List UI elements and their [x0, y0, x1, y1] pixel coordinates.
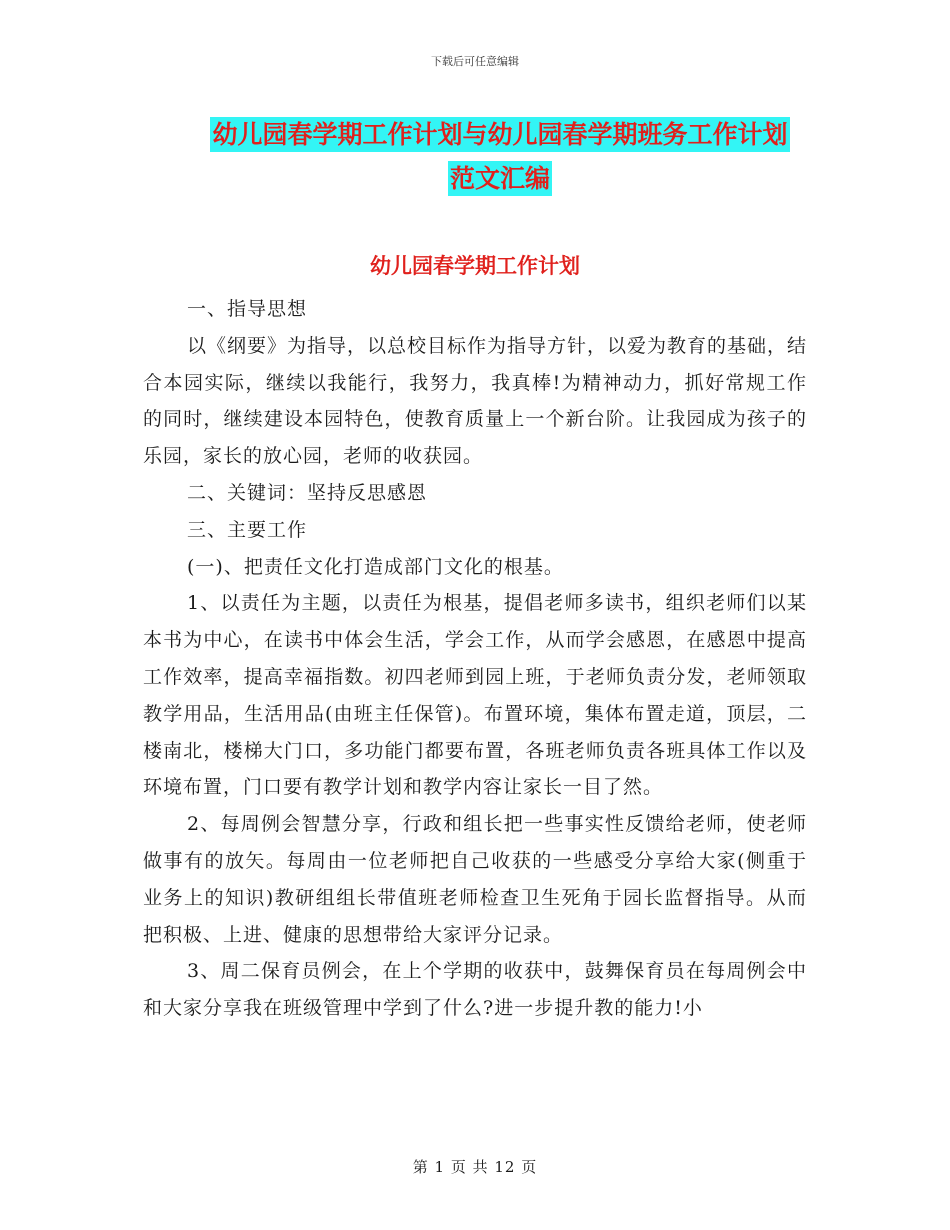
document-title-text-1: 幼儿园春学期工作计划与幼儿园春学期班务工作计划: [210, 117, 789, 152]
document-title-line-2: [190, 159, 810, 195]
section-heading: 幼儿园春学期工作计划: [370, 254, 580, 278]
paragraph-item-2: 2、每周例会智慧分享，行政和组长把一些事实性反馈给老师，使老师做事有的放矢。每周由一位老师把自己收获的一些感受分享给大家(侧重于业务上的知识)教研组组长带值班老师检查卫生死角于园长监督指导。从而把积极、上进、健康的思想带给大家评分记录。: [143, 813, 807, 946]
page-number-footer: 第 1 页 共 12 页: [412, 1158, 538, 1176]
heading-main-work: 三、主要工作: [187, 518, 308, 541]
document-title-text-2: 范文汇编: [448, 161, 552, 196]
document-body: [143, 291, 807, 1027]
paragraph-item-3: 3、周二保育员例会，在上个学期的收获中，鼓舞保育员在每周例会中和大家分享我在班级管理中学到了什么?进一步提升教的能力!小: [143, 960, 807, 1020]
document-title-line-1: [190, 115, 810, 151]
paragraph-item-1: 1、以责任为主题，以责任为根基，提倡老师多读书，组织老师们以某本书为中心，在读书中体会生活，学会工作，从而学会感恩，在感恩中提高工作效率，提高幸福指数。初四老师到园上班，于老师负责分发，老师领取教学用品，生活用品(由班主任保管)。布置环境，集体布置走道，顶层，二楼南北，楼梯大门口，多功能门都要布置，各班老师负责各班具体工作以及环境布置，门口要有教学计划和教学内容让家长一目了然。: [143, 592, 807, 799]
heading-keywords: 二、关键词：坚持反思感恩: [187, 481, 428, 504]
subheading-responsibility-culture: (一)、把责任文化打造成部门文化的根基。: [187, 555, 564, 578]
heading-guiding-ideology: 一、指导思想: [187, 298, 308, 320]
page-header-note: 下载后可任意编辑: [431, 55, 519, 68]
paragraph-guiding-ideology: 以《纲要》为指导，以总校目标作为指导方针，以爱为教育的基础，结合本园实际，继续以我能行，我努力，我真棒!为精神动力，抓好常规工作的同时，继续建设本园特色，使教育质量上一个新台阶。让我园成为孩子的乐园，家长的放心园，老师的收获园。: [143, 334, 808, 468]
